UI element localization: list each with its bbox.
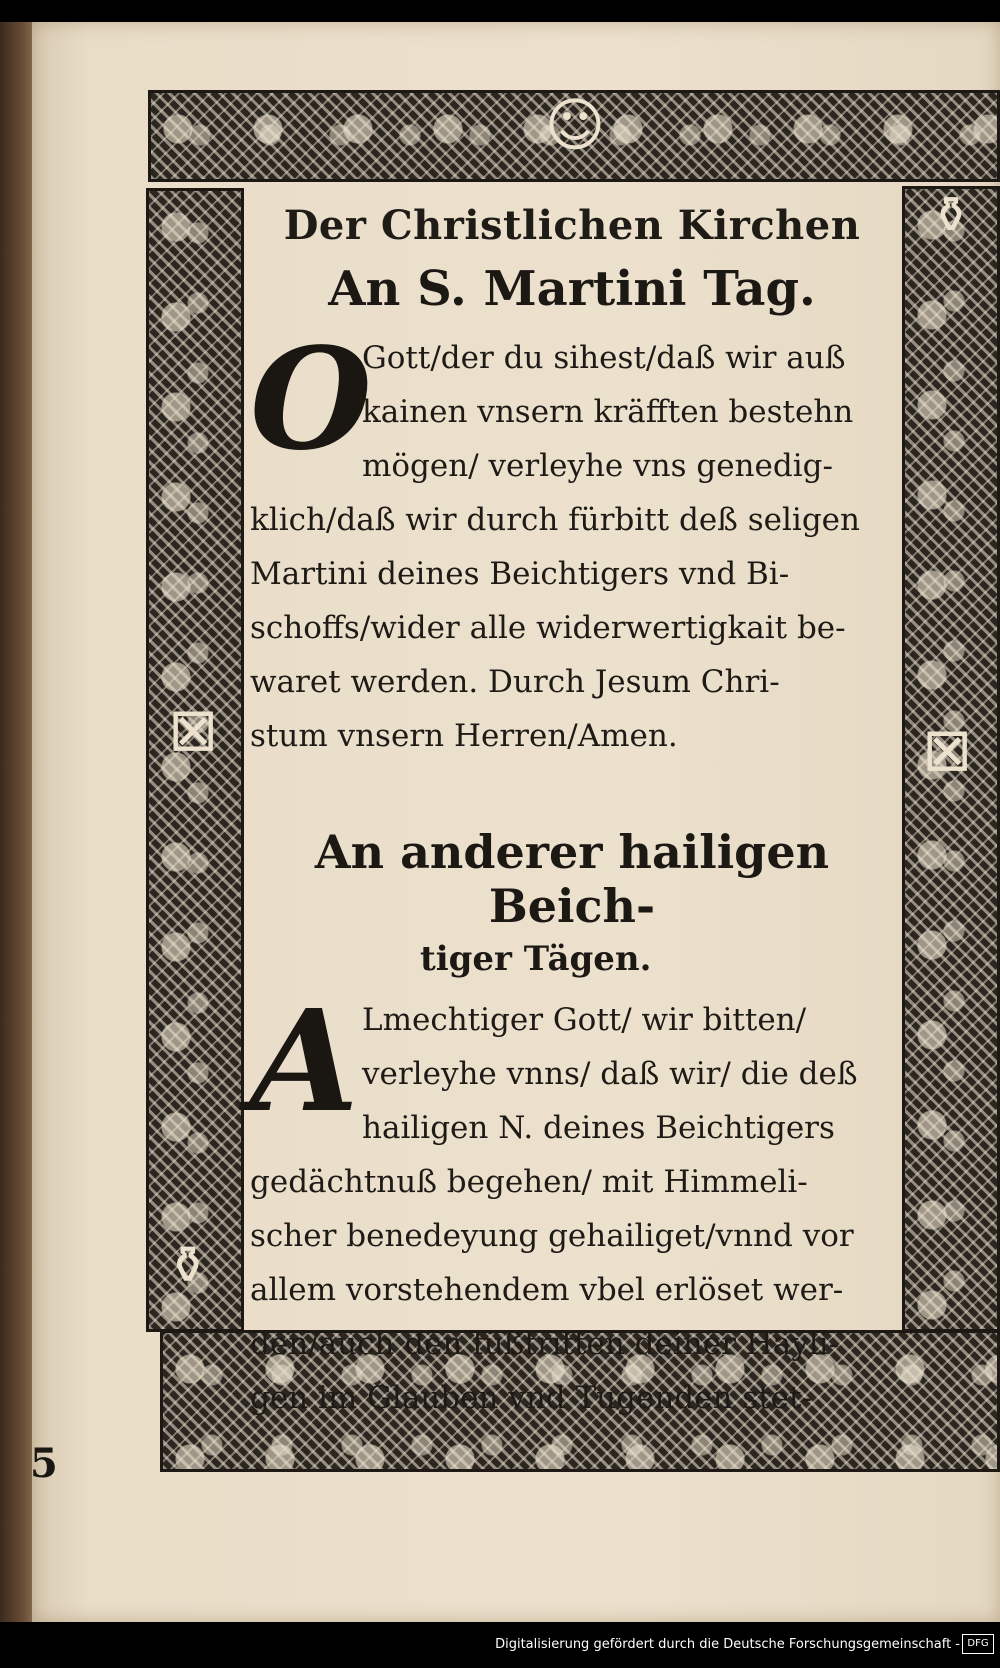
section-title-martini: An S. Martini Tag. [328, 261, 816, 317]
prayer-martini [250, 318, 894, 763]
text-line: waret werden. Durch Jesum Chri- [250, 664, 780, 700]
drop-cap: A [250, 980, 359, 1144]
book-spine [0, 22, 34, 1622]
page-text [250, 188, 894, 1416]
text-line: Martini deines Beichtigers vnd Bi- [250, 556, 790, 592]
footer-credit: Digitalisierung gefördert durch die Deutsche Forschungsgemeinschaft - [495, 1637, 960, 1652]
footer-bar [0, 1622, 1000, 1668]
text-line: Lmechtiger Gott/ wir bitten/ [362, 1002, 807, 1038]
text-line: scher benedeyung gehailiget/vnnd vor [250, 1218, 854, 1254]
text-line: stum vnsern Herren/Amen. [250, 718, 678, 754]
text-line: Gott/der du sihest/daß wir auß [362, 340, 846, 376]
shield-icon: ⊠ [922, 715, 973, 785]
dfg-logo: DFG [962, 1634, 994, 1654]
running-head: Der Christlichen Kirchen [283, 202, 861, 249]
section-title-confessors: An anderer hailigen Beich- [314, 825, 830, 933]
signature-mark: 5 [30, 1440, 58, 1487]
text-line: verleyhe vnns/ daß wir/ die deß [362, 1056, 858, 1092]
text-line: hailigen N. deines Beichtigers [362, 1110, 835, 1146]
section-title-confessors-cont: tiger Tägen. [420, 939, 652, 979]
shield-icon: ⊠ [168, 695, 219, 765]
prayer-confessors [250, 980, 894, 1425]
text-line: mögen/ verleyhe vns genedig- [362, 448, 833, 484]
mask-icon: ☺ [544, 91, 606, 159]
text-line: allem vorstehendem vbel erlöset wer- [250, 1272, 844, 1308]
urn-icon: ⚱ [930, 186, 972, 244]
text-line: gen im Glauben vnd Tugenden stet- [250, 1380, 812, 1416]
text-line: den/auch den füßtritten deiner Hayli- [250, 1326, 840, 1362]
text-line: gedächtnuß begehen/ mit Himmeli- [250, 1164, 808, 1200]
text-line: kainen vnsern kräfften bestehn [362, 394, 854, 430]
drop-cap: O [250, 318, 372, 482]
text-line: schoffs/wider alle widerwertigkait be- [250, 610, 846, 646]
vase-icon: ⚱ [166, 1236, 210, 1296]
text-line: klich/daß wir durch fürbitt deß seligen [250, 502, 860, 538]
